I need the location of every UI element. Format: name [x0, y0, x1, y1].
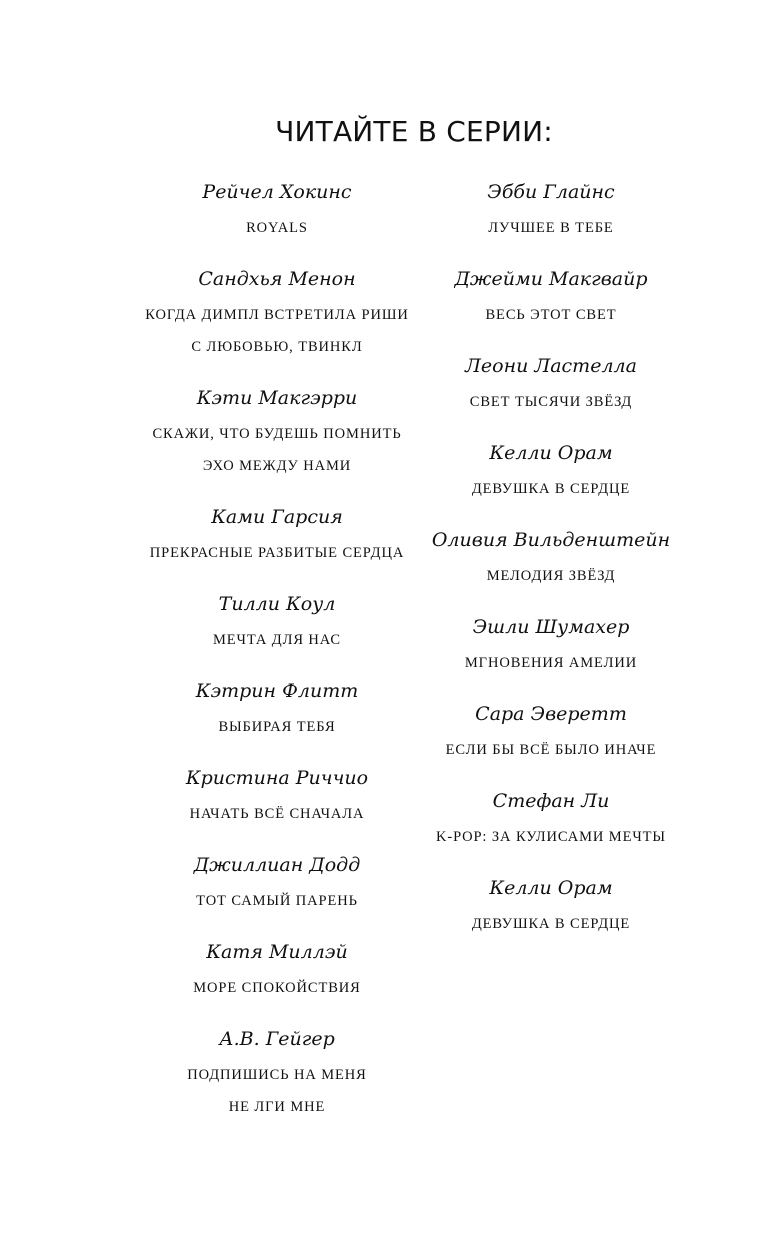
- author-name: Катя Миллэй: [206, 941, 348, 963]
- author-name: Оливия Вильденштейн: [431, 529, 671, 551]
- book-entry: [430, 697, 672, 763]
- author-name: Джейми Макгвайр: [454, 268, 648, 290]
- book-title: МЕЧТА ДЛЯ НАС: [212, 632, 342, 648]
- book-title: НЕ ЛГИ МНЕ: [228, 1099, 326, 1115]
- book-title: ЕСЛИ БЫ ВСЁ БЫЛО ИНАЧЕ: [445, 742, 657, 758]
- book-title: ВЕСЬ ЭТОТ СВЕТ: [485, 307, 617, 323]
- book-title: МГНОВЕНИЯ АМЕЛИИ: [464, 655, 638, 671]
- author-name: Кэтрин Флитт: [195, 680, 359, 702]
- author-name: Эшли Шумахер: [472, 616, 630, 638]
- author-name: Кэти Макгэрри: [196, 387, 358, 409]
- book-entry: [430, 175, 672, 241]
- book-title: ROYALS: [246, 220, 308, 236]
- book-title: МОРЕ СПОКОЙСТВИЯ: [193, 980, 361, 996]
- book-entry: [140, 500, 414, 566]
- author-name: Ками Гарсия: [211, 506, 343, 528]
- book-title: С ЛЮБОВЬЮ, ТВИНКЛ: [191, 339, 363, 355]
- book-entry: [430, 349, 672, 415]
- book-entry: [430, 610, 672, 676]
- book-entry: [430, 262, 672, 328]
- book-title: K-POP: ЗА КУЛИСАМИ МЕЧТЫ: [436, 829, 666, 845]
- book-entry: [140, 1022, 414, 1120]
- author-name: Эбби Глайнс: [487, 181, 615, 203]
- book-entry: [140, 175, 414, 241]
- left-column: [140, 175, 414, 1141]
- book-entry: [140, 761, 414, 827]
- author-name: А.В. Гейгер: [219, 1028, 335, 1050]
- book-title: НАЧАТЬ ВСЁ СНАЧАЛА: [189, 806, 365, 822]
- author-name: Келли Орам: [489, 442, 613, 464]
- book-entry: [140, 381, 414, 479]
- book-title: МЕЛОДИЯ ЗВЁЗД: [486, 568, 616, 584]
- book-title: ЭХО МЕЖДУ НАМИ: [202, 458, 352, 474]
- book-title: ТОТ САМЫЙ ПАРЕНЬ: [196, 893, 358, 909]
- book-title: ДЕВУШКА В СЕРДЦЕ: [471, 916, 631, 932]
- book-title: КОГДА ДИМПЛ ВСТРЕТИЛА РИШИ: [145, 307, 409, 323]
- author-name: Рейчел Хокинс: [202, 181, 352, 203]
- book-title: СВЕТ ТЫСЯЧИ ЗВЁЗД: [469, 394, 633, 410]
- author-name: Сара Эверетт: [475, 703, 627, 725]
- author-name: Тилли Коул: [218, 593, 336, 615]
- book-title: ПОДПИШИСЬ НА МЕНЯ: [187, 1067, 367, 1083]
- author-name: Кристина Риччио: [185, 767, 369, 789]
- author-name: Сандхья Менон: [198, 268, 356, 290]
- book-entry: [430, 523, 672, 589]
- book-entry: [430, 871, 672, 937]
- book-title: СКАЖИ, ЧТО БУДЕШЬ ПОМНИТЬ: [152, 426, 402, 442]
- author-name: Келли Орам: [489, 877, 613, 899]
- book-title: ДЕВУШКА В СЕРДЦЕ: [471, 481, 631, 497]
- book-entry: [140, 935, 414, 1001]
- book-entry: [140, 587, 414, 653]
- book-title: ПРЕКРАСНЫЕ РАЗБИТЫЕ СЕРДЦА: [149, 545, 405, 561]
- page-heading: ЧИТАЙТЕ В СЕРИИ:: [275, 115, 553, 148]
- book-entry: [430, 436, 672, 502]
- author-name: Стефан Ли: [492, 790, 610, 812]
- author-name: Джиллиан Додд: [193, 854, 361, 876]
- book-entry: [140, 848, 414, 914]
- book-title: ЛУЧШЕЕ В ТЕБЕ: [488, 220, 614, 236]
- book-title: ВЫБИРАЯ ТЕБЯ: [218, 719, 336, 735]
- book-entry: [140, 262, 414, 360]
- right-column: [430, 175, 672, 958]
- book-entry: [140, 674, 414, 740]
- author-name: Леони Ластелла: [465, 355, 637, 377]
- book-entry: [430, 784, 672, 850]
